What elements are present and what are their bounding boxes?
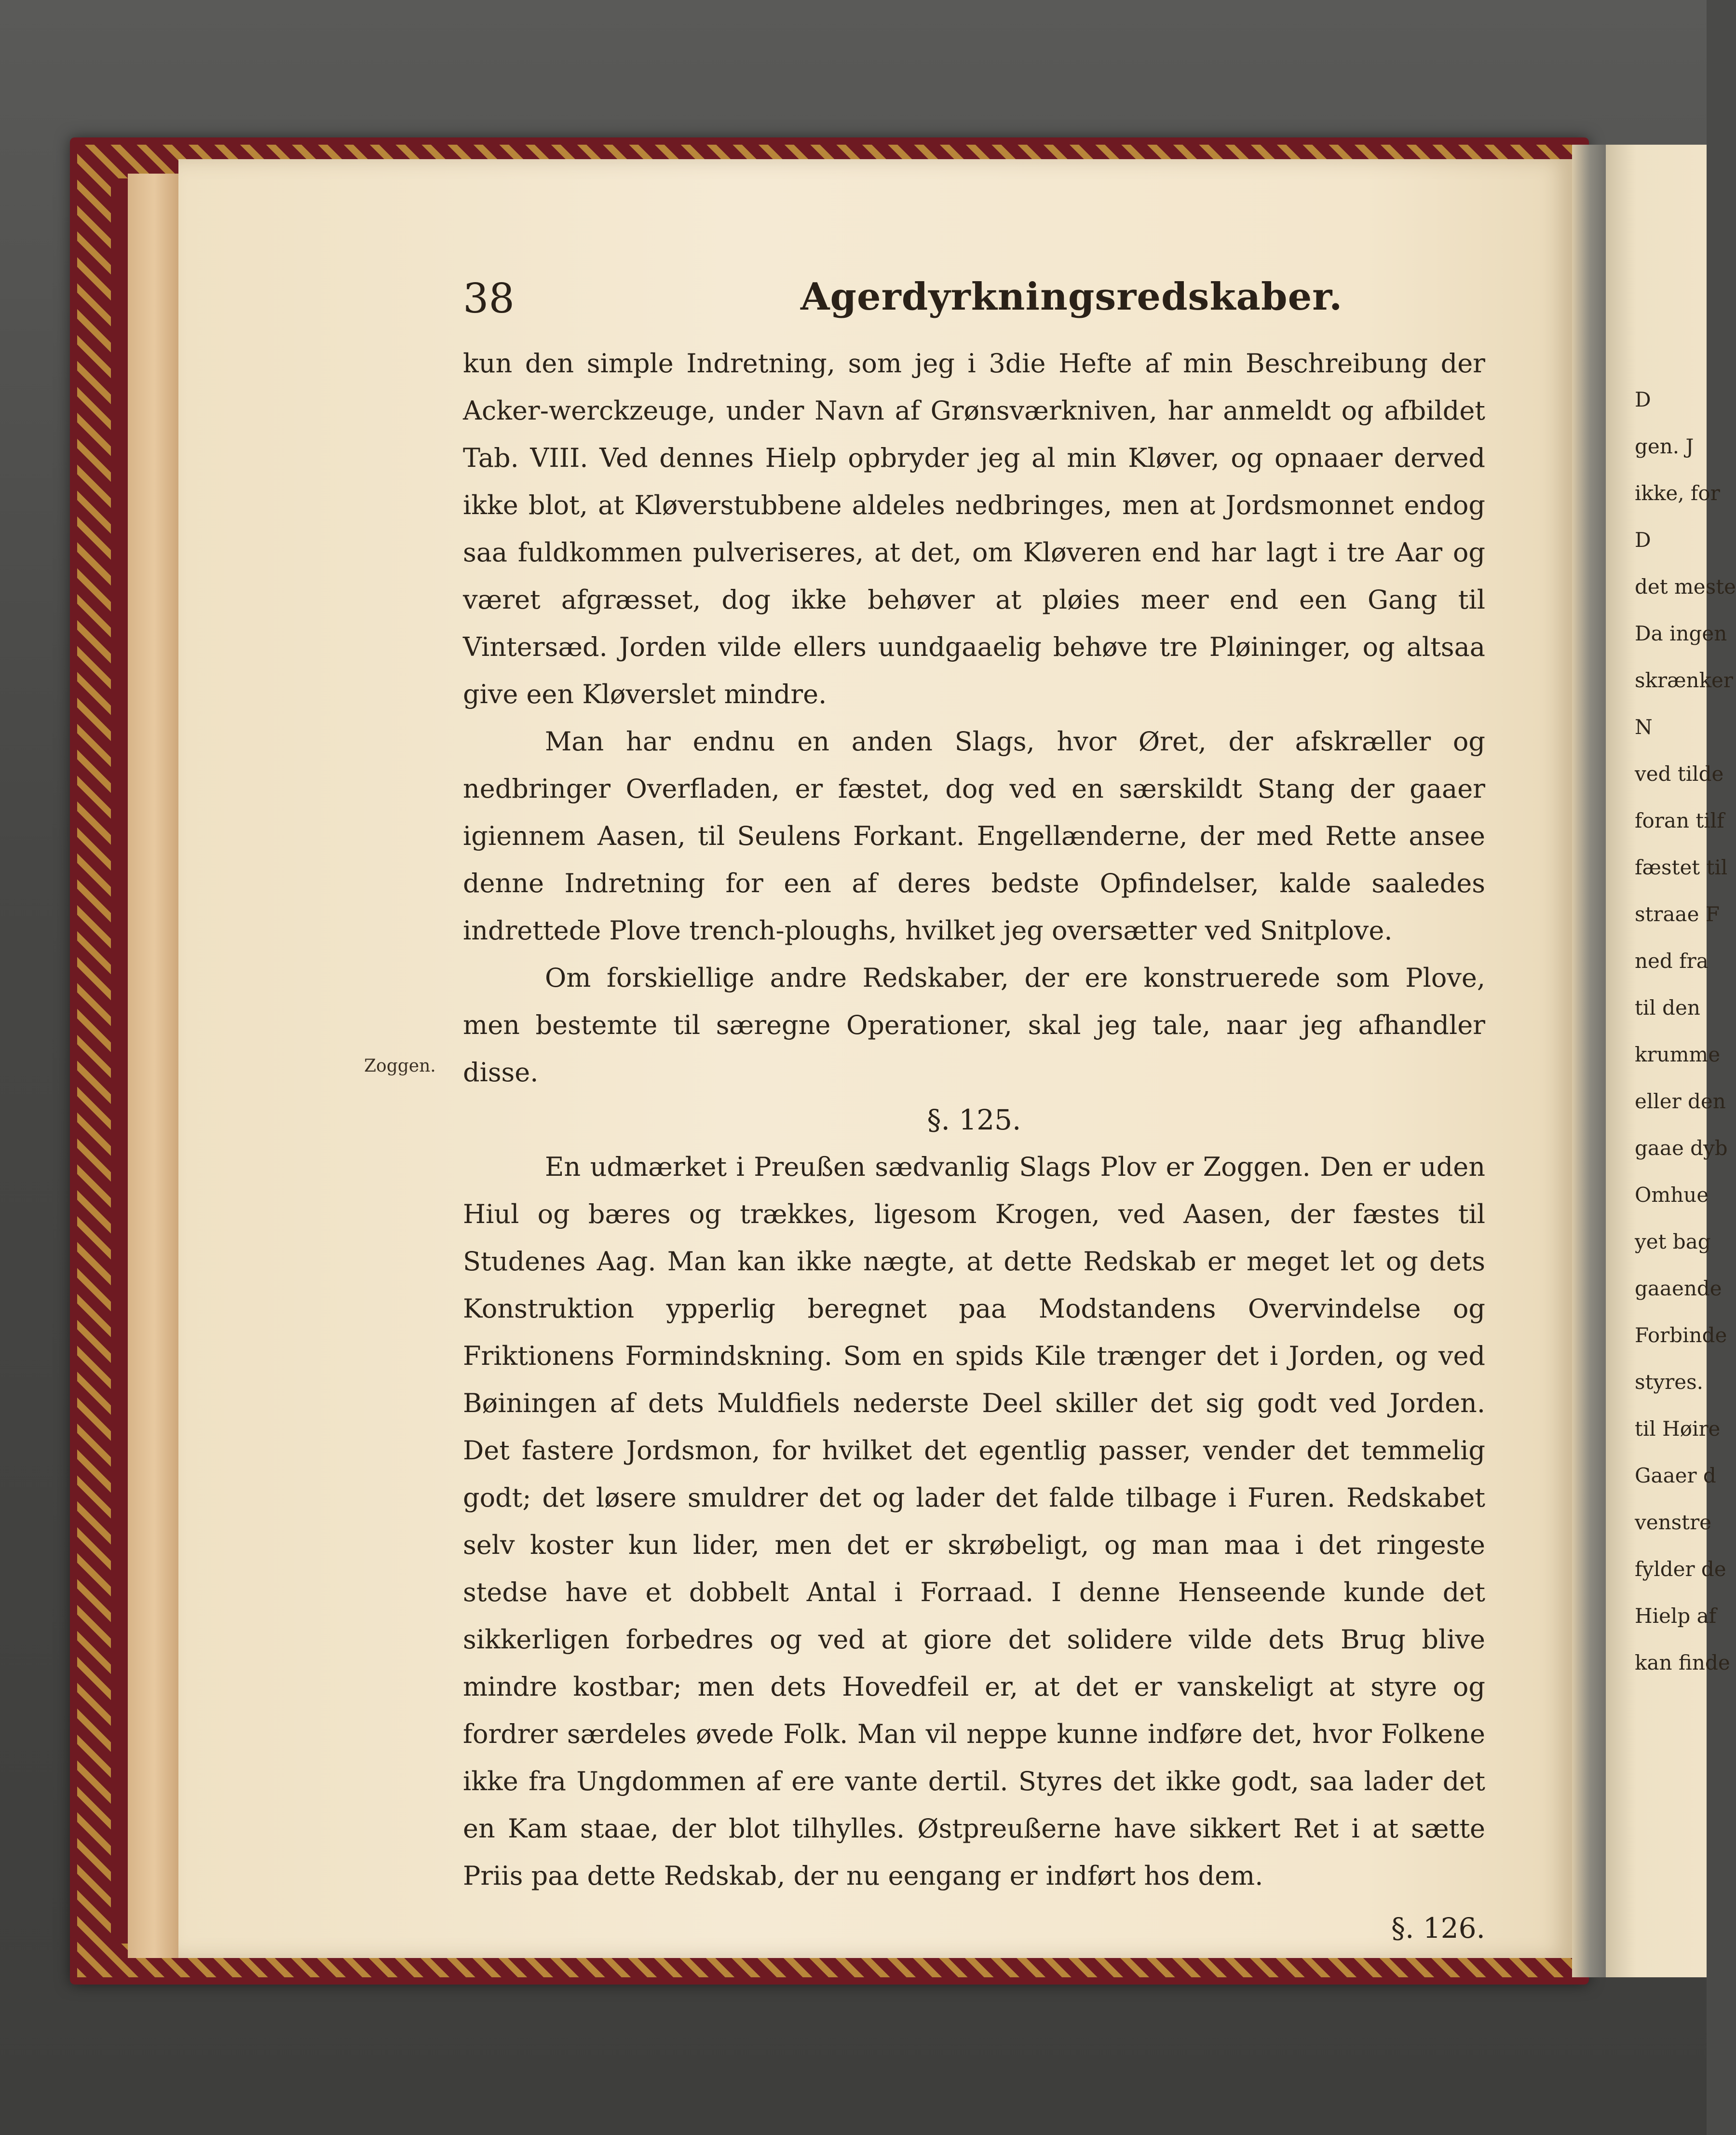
facing-page-line: N bbox=[1635, 715, 1653, 739]
facing-page-line: Omhue bbox=[1635, 1183, 1709, 1207]
facing-page-line: til Høire bbox=[1635, 1417, 1721, 1441]
facing-page-line: D bbox=[1635, 528, 1651, 552]
book-gutter bbox=[1572, 145, 1608, 1977]
page-edges-left bbox=[128, 174, 181, 1958]
facing-page-line: straae F bbox=[1635, 902, 1720, 926]
facing-page-line: fylder de bbox=[1635, 1557, 1726, 1581]
facing-page-line: styres. bbox=[1635, 1370, 1703, 1394]
running-head bbox=[463, 275, 1485, 333]
facing-page-line: gaae dyb bbox=[1635, 1136, 1728, 1160]
facing-page-line: venstre bbox=[1635, 1510, 1711, 1534]
page-title: Agerdyrkningsredskaber. bbox=[800, 275, 1343, 319]
paragraph-3: Om forskiellige andre Redskaber, der ere konstruerede som Plove, men bestemte til særegne Operationer, skal jeg tale, naar jeg afhandler disse. bbox=[463, 963, 1485, 1088]
facing-page-line: Gaaer d bbox=[1635, 1464, 1716, 1487]
facing-page-text bbox=[1635, 376, 1736, 1686]
facing-page-line: foran tilf bbox=[1635, 809, 1724, 832]
facing-page-line: til den bbox=[1635, 996, 1700, 1020]
paragraph-2: Man har endnu en anden Slags, hvor Øret, der afskræller og nedbringer Overfladen, er fæstet, dog ved en særskildt Stang der gaaer igiennem Aasen, til Seulens Forkant. Engellænderne, der med Rette ansee denne Indretning for een af deres bedste Opfindelser, kalde saaledes indrettede Plove trench-ploughs, hvilket jeg oversætter ved Snitplove. bbox=[463, 726, 1485, 946]
facing-page-line: Da ingen bbox=[1635, 622, 1727, 645]
facing-page-line: gaaende bbox=[1635, 1277, 1722, 1300]
facing-page-line: gen. J bbox=[1635, 435, 1694, 458]
page-number: 38 bbox=[463, 275, 515, 322]
facing-page-line: krumme bbox=[1635, 1043, 1721, 1066]
catchword: §. 126. bbox=[1391, 1912, 1485, 1945]
facing-page-line: yet bag bbox=[1635, 1230, 1711, 1253]
paragraph-1: kun den simple Indretning, som jeg i 3die Hefte af min Beschreibung der Acker-werckzeuge, under Navn af Grønsværkniven, har anmeldt og afbildet Tab. VIII. Ved dennes Hielp opbryder jeg al min Kløver, og opnaaer derved ikke blot, at Kløverstubbene aldeles nedbringes, men at Jordsmonnet endog saa fuldkommen pulveriseres, at det, om Kløveren end har lagt i tre Aar og været afgræsset, dog ikke behøver at pløies meer end een Gang til Vintersæd. Jorden vilde ellers uundgaaelig behøve tre Pløininger, og altsaa give een Kløverslet mindre. bbox=[463, 348, 1485, 709]
facing-page-line: fæstet til bbox=[1635, 856, 1728, 879]
facing-page-line: ikke, for bbox=[1635, 481, 1720, 505]
facing-page-line: det meste bbox=[1635, 575, 1736, 598]
facing-page-line: skrænker bbox=[1635, 668, 1733, 692]
section-heading: §. 125. bbox=[927, 1103, 1021, 1136]
facing-page-line: kan finde bbox=[1635, 1651, 1730, 1674]
facing-page-line: Forbinde bbox=[1635, 1323, 1727, 1347]
facing-page-line: ved tilde bbox=[1635, 762, 1724, 786]
facing-page-line: eller den bbox=[1635, 1089, 1726, 1113]
paragraph-4: En udmærket i Preußen sædvanlig Slags Plov er Zoggen. Den er uden Hiul og bæres og trækkes, ligesom Krogen, ved Aasen, der fæstes til Studenes Aag. Man kan ikke nægte, at dette Redskab er meget let og dets Konstruktion ypperlig beregnet paa Modstandens Overvindelse og Friktionens Formindskning. Som en spids Kile trænger det i Jorden, og ved Bøiningen af dets Muldfiels nederste Deel skiller det sig godt ved Jorden. Det fastere Jordsmon, for hvilket det egentlig passer, vender det temmelig godt; det løsere smuldrer det og lader det falde tilbage i Furen. Redskabet selv koster kun lider, men det er skrøbeligt, og man maa i det ringeste stedse have et dobbelt Antal i Forraad. I denne Henseende kunde det sikkerligen forbedres og ved at giore det solidere vilde dets Brug blive mindre kostbar; men dets Hovedfeil er, at det er vanskeligt at styre og fordrer særdeles øvede Folk. Man vil neppe kunne indføre det, hvor Folkene ikke fra Ungdommen af ere vante dertil. Styres det ikke godt, saa lader det en Kam staae, der blot tilhylles. Østpreußerne have sikkert Ret i at sætte Priis paa dette Redskab, der nu eengang er indført hos dem. bbox=[463, 1152, 1485, 1891]
margin-note: Zoggen. bbox=[364, 1056, 436, 1076]
facing-page-line: Hielp af bbox=[1635, 1604, 1717, 1628]
facing-page-line: ned fra bbox=[1635, 949, 1709, 973]
body-text bbox=[463, 340, 1485, 1952]
facing-page-line: D bbox=[1635, 388, 1651, 411]
